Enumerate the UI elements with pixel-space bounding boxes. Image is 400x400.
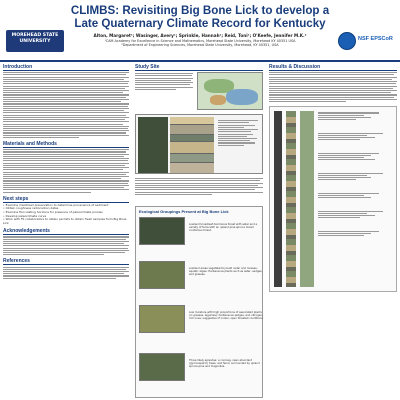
acknowledgements-heading: Acknowledgements — [3, 228, 129, 235]
results-text-block — [269, 72, 397, 102]
core-column — [274, 111, 282, 287]
poster-authors: Alton, Margaret¹; Wasinger, Avery¹; Sprinkle, Hannah¹; Reid, Toni¹; O'Keefe, Jennifer M.K.² — [93, 33, 307, 38]
introduction-heading: Introduction — [3, 64, 129, 71]
references-text-block — [3, 267, 129, 279]
next-step-item: • Work with FS collaborators to obtain permits to obtain fresh samples from Big Bone Lick — [3, 217, 127, 225]
next-steps-list — [3, 204, 129, 226]
materials-text-block — [3, 149, 129, 193]
pollen-diagram — [269, 106, 397, 292]
stratigraphy-figure — [135, 114, 263, 174]
epscor-logo-text: NSF EPSCoR — [358, 36, 393, 42]
ecology-group — [139, 217, 261, 257]
study-site-text-block — [135, 72, 193, 91]
ecology-panel — [135, 206, 263, 398]
materials-heading: Materials and Methods — [3, 141, 129, 148]
next-step-item: • Examine meiofossil preservation to determine provenance of sediment — [3, 202, 109, 207]
next-step-item: • Obtain roughness radiocarbon dates — [3, 206, 59, 211]
poster-affiliations: ¹CAM Academy for Excellence in Science and Mathematics, Morehead State University, Morehead KY 40351 USA ²Department of Engineering Sciences, Morehead State University, Morehead, KY 40351, USA — [104, 39, 296, 48]
ecology-photo — [139, 261, 185, 289]
ecology-description: Three likely episodes: a cool-leg, open abundant (gymnosperm) trees; and ferns; surrounded by upland spruce-pine and magnolias. — [189, 359, 260, 369]
ecology-description: Lowland areas vegetated by bald cedar and mosses; aquatic algae. Herbaceous plants such as aster, sedges, and grasses. — [189, 267, 263, 277]
ecology-description: Lowland broadleaf deciduous forest with aster and a variety of ferns with an upland pine-spruce mixed coniferous forest. — [189, 223, 258, 233]
ecology-group — [139, 353, 261, 393]
ecology-heading: Ecological Groupings Present at Big Bone Lick — [139, 209, 229, 214]
ecology-photo — [139, 353, 185, 381]
study-site-map — [197, 72, 263, 110]
header-rule — [0, 60, 400, 62]
figure-caption — [135, 177, 263, 196]
study-site-heading: Study Site — [135, 64, 263, 71]
next-step-item: • Examine flocculating horizons for presence of paleoclimate proxies — [3, 209, 103, 214]
results-heading: Results & Discussion — [269, 64, 397, 71]
introduction-text-block — [3, 72, 129, 138]
references-heading: References — [3, 258, 129, 265]
stratigraphy-labels — [218, 119, 262, 147]
next-steps-heading: Next steps — [3, 196, 129, 203]
column-left — [3, 64, 129, 280]
core-photo — [138, 117, 168, 173]
poster-title: CLIMBS: Revisiting Big Bone Lick to develop a Late Quaternary Climate Record for Kentucky — [70, 4, 330, 30]
ecology-group — [139, 261, 261, 301]
poster-header — [0, 0, 400, 62]
ecology-photo — [139, 305, 185, 333]
nsf-epscor-logo — [336, 30, 394, 52]
pollen-zone-column — [300, 111, 314, 287]
stratigraphic-column — [170, 117, 214, 173]
ecology-photo — [139, 217, 185, 245]
pollen-zone-notes — [318, 111, 394, 237]
next-step-item: • Develop paleoclimate curve — [3, 213, 47, 218]
ecology-group — [139, 305, 264, 349]
acknowledgements-text-block — [3, 236, 129, 255]
column-right — [269, 64, 397, 292]
nsf-globe-icon — [338, 32, 356, 50]
ecology-description: Low moisture with high proportions of associated plants (in grasses, legumes); herbaceous sedges, and nitrogen-rich ones; suggestive of cooler, open forested conditions. — [189, 311, 264, 321]
column-middle — [135, 64, 263, 398]
university-logo-text: MOREHEAD STATE UNIVERSITY — [11, 33, 59, 44]
lithology-column — [286, 111, 296, 287]
university-logo — [6, 30, 64, 52]
